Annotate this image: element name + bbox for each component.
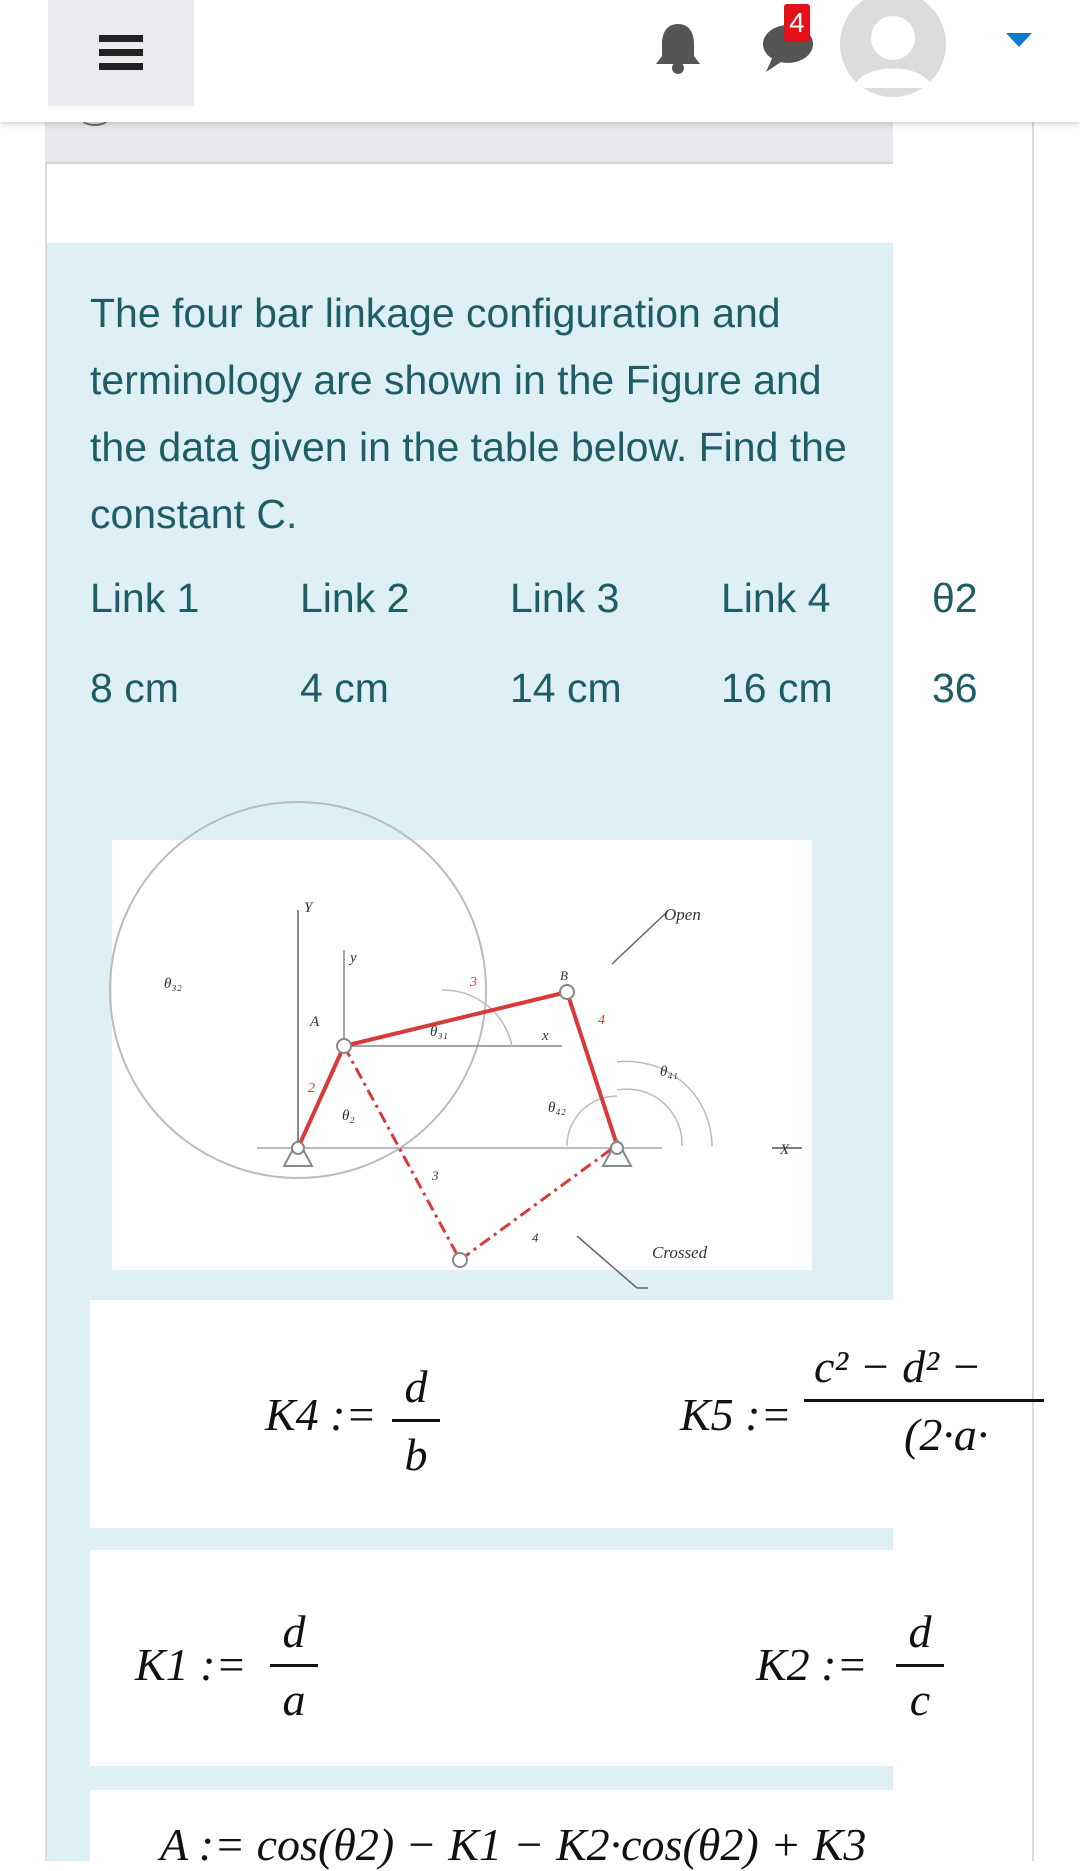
k5-lhs: K5 := — [680, 1389, 792, 1440]
caret-down-icon — [1004, 30, 1034, 50]
hamburger-icon — [99, 33, 143, 73]
k2-numerator: d — [908, 1606, 932, 1657]
label-link3-crossed: 3 — [432, 1168, 439, 1183]
label-theta4-1: θ₄₁ — [660, 1064, 678, 1080]
label-link2: 2 — [308, 1081, 315, 1096]
question-text: The four bar linkage configuration and terminology are shown in the Figure and the data given in the table below. Find the constant C. — [90, 290, 847, 537]
label-theta3-2: θ₃₂ — [164, 976, 182, 992]
k5-bar — [804, 1399, 1044, 1402]
link-3-crossed — [344, 1046, 460, 1260]
k1-numerator: d — [282, 1606, 306, 1657]
k4-numerator: d — [404, 1361, 428, 1412]
linkage-diagram — [112, 840, 812, 1270]
table-cell-link4: 16 cm — [721, 665, 833, 711]
table-cell-theta2: 36 — [932, 665, 978, 711]
k5-fraction — [804, 1340, 1044, 1461]
label-x: x — [542, 1028, 549, 1044]
table-header-link2: Link 2 — [300, 575, 410, 621]
bell-icon — [652, 20, 704, 74]
table-cell-link1: 8 cm — [90, 665, 179, 711]
k1-denominator: a — [282, 1674, 306, 1725]
label-crossed: Crossed — [652, 1243, 708, 1262]
content-border-right — [1032, 100, 1034, 1861]
table-header-link1: Link 1 — [90, 575, 200, 621]
k4-denominator: b — [404, 1429, 428, 1480]
link-2 — [298, 1046, 344, 1148]
label-theta4-2: θ₄₂ — [548, 1100, 566, 1116]
label-link3: 3 — [470, 975, 477, 990]
theta4-arc — [617, 1089, 682, 1146]
label-A: A — [310, 1014, 320, 1030]
pivot-o4 — [611, 1142, 623, 1154]
k4-bar — [392, 1419, 440, 1422]
avatar-icon — [840, 0, 946, 88]
table-cell-link3: 14 cm — [510, 665, 622, 711]
k5-numerator: c² − d² − — [814, 1341, 982, 1392]
k2-denominator: c — [909, 1674, 931, 1725]
k2-lhs: K2 := — [756, 1639, 868, 1690]
notifications-button[interactable] — [652, 20, 704, 74]
label-X: X — [780, 1142, 790, 1158]
k2-fraction — [896, 1605, 944, 1726]
k4-fraction — [392, 1360, 440, 1481]
link-3-open — [344, 992, 567, 1046]
equation-box-k4-k5 — [90, 1300, 1032, 1528]
k1-fraction — [270, 1605, 318, 1726]
table-header-link4: Link 4 — [721, 575, 831, 621]
k2-bar — [896, 1664, 944, 1667]
pivot-o2 — [292, 1142, 304, 1154]
label-y: y — [350, 950, 357, 966]
a-equation: A := cos(θ2) − K1 − K2·cos(θ2) + K3 — [160, 1819, 867, 1870]
joint-a — [337, 1039, 351, 1053]
label-B: B — [560, 968, 568, 983]
joint-b — [560, 985, 574, 999]
label-open: Open — [664, 905, 701, 924]
menu-button[interactable] — [48, 0, 194, 106]
open-leader — [612, 912, 667, 964]
messages-badge: 4 — [784, 4, 810, 42]
label-theta3-1: θ₃₁ — [430, 1024, 448, 1040]
equation-box-k1-k2 — [90, 1550, 932, 1766]
label-Y: Y — [304, 900, 313, 916]
k1-bar — [270, 1664, 318, 1667]
user-menu-toggle[interactable] — [1004, 30, 1034, 50]
link-4-crossed — [460, 1145, 617, 1260]
table-header-link3: Link 3 — [510, 575, 620, 621]
table-cell-link2: 4 cm — [300, 665, 389, 711]
k5-denominator: (2·a· — [904, 1409, 989, 1460]
user-avatar[interactable] — [840, 0, 946, 88]
k4-lhs: K4 := — [265, 1389, 377, 1440]
linkage-figure — [112, 840, 812, 1270]
k1-lhs: K1 := — [135, 1639, 247, 1690]
top-navbar — [0, 0, 1080, 122]
joint-b-crossed — [453, 1253, 467, 1267]
label-theta2: θ₂ — [342, 1108, 355, 1124]
equation-box-a — [90, 1790, 893, 1870]
label-link4: 4 — [598, 1013, 605, 1028]
table-header-theta2: θ2 — [932, 575, 978, 621]
link-4-open — [567, 992, 617, 1145]
label-link4-crossed: 4 — [532, 1230, 539, 1245]
